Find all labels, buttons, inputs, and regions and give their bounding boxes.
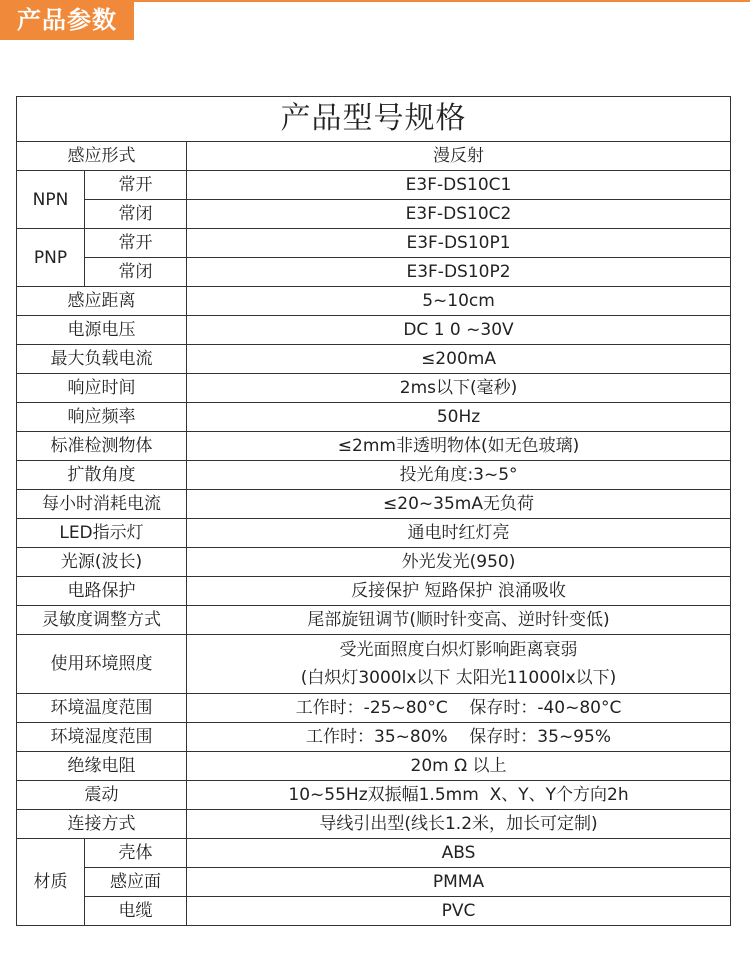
table-title-row	[17, 97, 731, 142]
group-label: 材质	[17, 839, 85, 926]
spec-value: 2ms以下(毫秒)	[187, 374, 731, 403]
spec-sublabel: 感应面	[85, 868, 187, 897]
section-tag: 产品参数	[0, 0, 134, 40]
table-row	[17, 200, 731, 229]
group-label: PNP	[17, 229, 85, 287]
spec-label: 震动	[17, 781, 187, 810]
section-header	[0, 0, 750, 40]
spec-label: LED指示灯	[17, 519, 187, 548]
spec-value: PVC	[187, 897, 731, 926]
table-row	[17, 432, 731, 461]
spec-label: 最大负载电流	[17, 345, 187, 374]
table-row	[17, 316, 731, 345]
spec-value: E3F-DS10P2	[187, 258, 731, 287]
spec-value: ABS	[187, 839, 731, 868]
table-row	[17, 897, 731, 926]
table-row	[17, 781, 731, 810]
spec-label: 电源电压	[17, 316, 187, 345]
spec-label: 响应时间	[17, 374, 187, 403]
spec-label: 感应距离	[17, 287, 187, 316]
spec-value: ≤20~35mA无负荷	[187, 490, 731, 519]
table-row	[17, 606, 731, 635]
spec-label: 环境温度范围	[17, 694, 187, 723]
spec-table	[16, 96, 731, 926]
spec-value: 50Hz	[187, 403, 731, 432]
table-row	[17, 142, 731, 171]
spec-sublabel: 常开	[85, 171, 187, 200]
spec-value-line: (白炽灯3000lx以下 太阳光11000lx以下)	[300, 668, 617, 688]
spec-label: 光源(波长)	[17, 548, 187, 577]
spec-value: 10~55Hz双振幅1.5mm X、Y、Y个方向2h	[187, 781, 731, 810]
spec-value: 20m Ω 以上	[187, 752, 731, 781]
spec-value: 通电时红灯亮	[187, 519, 731, 548]
spec-value: E3F-DS10P1	[187, 229, 731, 258]
spec-label: 绝缘电阻	[17, 752, 187, 781]
spec-value: 投光角度:3~5°	[187, 461, 731, 490]
spec-label: 响应频率	[17, 403, 187, 432]
spec-value: 外光发光(950)	[187, 548, 731, 577]
table-row	[17, 577, 731, 606]
table-row	[17, 723, 731, 752]
spec-value: ≤200mA	[187, 345, 731, 374]
spec-value: 反接保护 短路保护 浪涌吸收	[187, 577, 731, 606]
spec-label: 扩散角度	[17, 461, 187, 490]
spec-value: 导线引出型(线长1.2米，加长可定制)	[187, 810, 731, 839]
table-row	[17, 519, 731, 548]
spec-value: E3F-DS10C2	[187, 200, 731, 229]
spec-label: 电路保护	[17, 577, 187, 606]
spec-sublabel: 常闭	[85, 258, 187, 287]
table-row	[17, 810, 731, 839]
table-title: 产品型号规格	[17, 97, 731, 142]
table-row	[17, 839, 731, 868]
spec-label: 灵敏度调整方式	[17, 606, 187, 635]
spec-sublabel: 常开	[85, 229, 187, 258]
spec-value: 工作时：35~80% 保存时：35~95%	[187, 723, 731, 752]
spec-label: 标准检测物体	[17, 432, 187, 461]
spec-value: PMMA	[187, 868, 731, 897]
spec-value: ≤2mm非透明物体(如无色玻璃)	[187, 432, 731, 461]
table-row	[17, 868, 731, 897]
table-row	[17, 548, 731, 577]
table-row	[17, 287, 731, 316]
spec-value: 漫反射	[187, 142, 731, 171]
spec-value: 5~10cm	[187, 287, 731, 316]
table-row	[17, 694, 731, 723]
spec-label: 感应形式	[17, 142, 187, 171]
table-row	[17, 752, 731, 781]
table-row	[17, 171, 731, 200]
spec-value: DC 1 0 ~30V	[187, 316, 731, 345]
spec-value-line: 受光面照度白炽灯影响距离衰弱	[339, 640, 578, 660]
spec-label: 连接方式	[17, 810, 187, 839]
table-row	[17, 490, 731, 519]
group-label: NPN	[17, 171, 85, 229]
table-row	[17, 461, 731, 490]
spec-value: E3F-DS10C1	[187, 171, 731, 200]
spec-label: 使用环境照度	[17, 635, 187, 694]
table-row	[17, 345, 731, 374]
table-row	[17, 258, 731, 287]
spec-value: 工作时：-25~80°C 保存时：-40~80°C	[187, 694, 731, 723]
spec-value: 尾部旋钮调节(顺时针变高、逆时针变低)	[187, 606, 731, 635]
table-row	[17, 374, 731, 403]
table-row	[17, 403, 731, 432]
spec-sublabel: 电缆	[85, 897, 187, 926]
spec-sublabel: 常闭	[85, 200, 187, 229]
spec-sublabel: 壳体	[85, 839, 187, 868]
spec-label: 每小时消耗电流	[17, 490, 187, 519]
spec-label: 环境湿度范围	[17, 723, 187, 752]
spec-value-multiline	[187, 635, 731, 694]
table-row	[17, 635, 731, 694]
table-row	[17, 229, 731, 258]
